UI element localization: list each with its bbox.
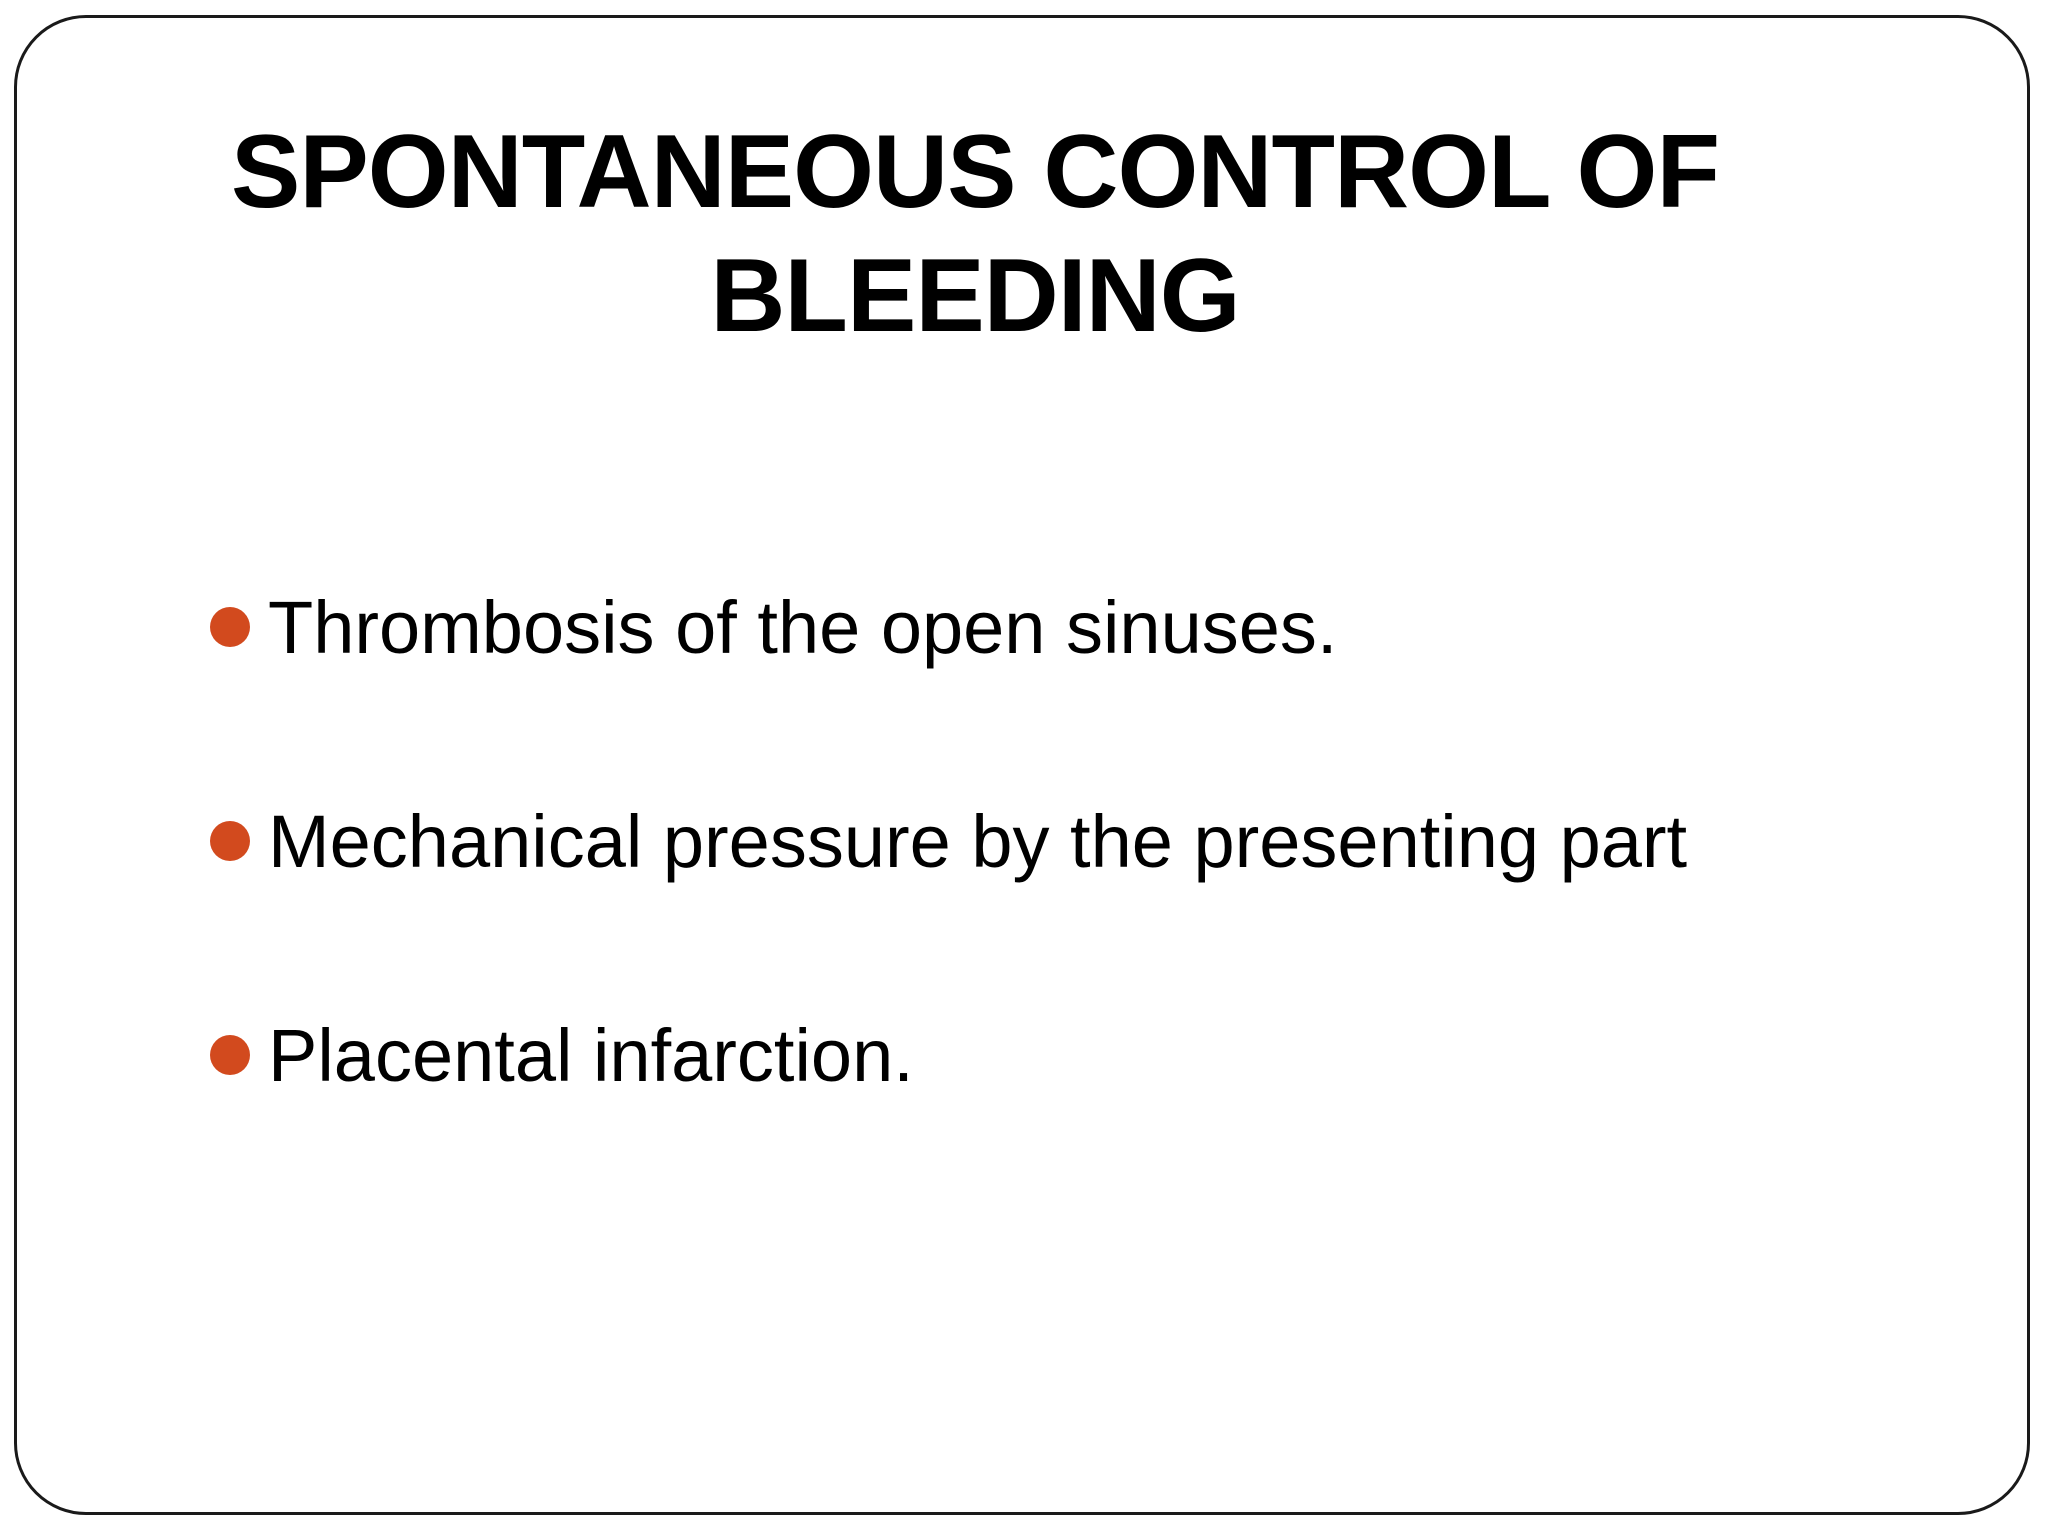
slide-title — [150, 110, 1800, 358]
bullet-item — [210, 796, 1687, 886]
bullet-text: Placental infarction. — [268, 1013, 914, 1097]
bullet-item — [210, 1010, 1687, 1100]
slide-title-line-1: SPONTANEOUS CONTROL OF — [231, 114, 1719, 230]
bullet-text: Thrombosis of the open sinuses. — [268, 585, 1338, 669]
bullet-text: Mechanical pressure by the presenting part — [268, 799, 1688, 883]
bullet-dot-icon — [210, 1035, 250, 1075]
slide-title-line-2: BLEEDING — [710, 238, 1240, 354]
bullet-dot-icon — [210, 607, 250, 647]
bullet-dot-icon — [210, 821, 250, 861]
bullet-item — [210, 582, 1687, 672]
bullet-list — [210, 582, 1687, 1224]
